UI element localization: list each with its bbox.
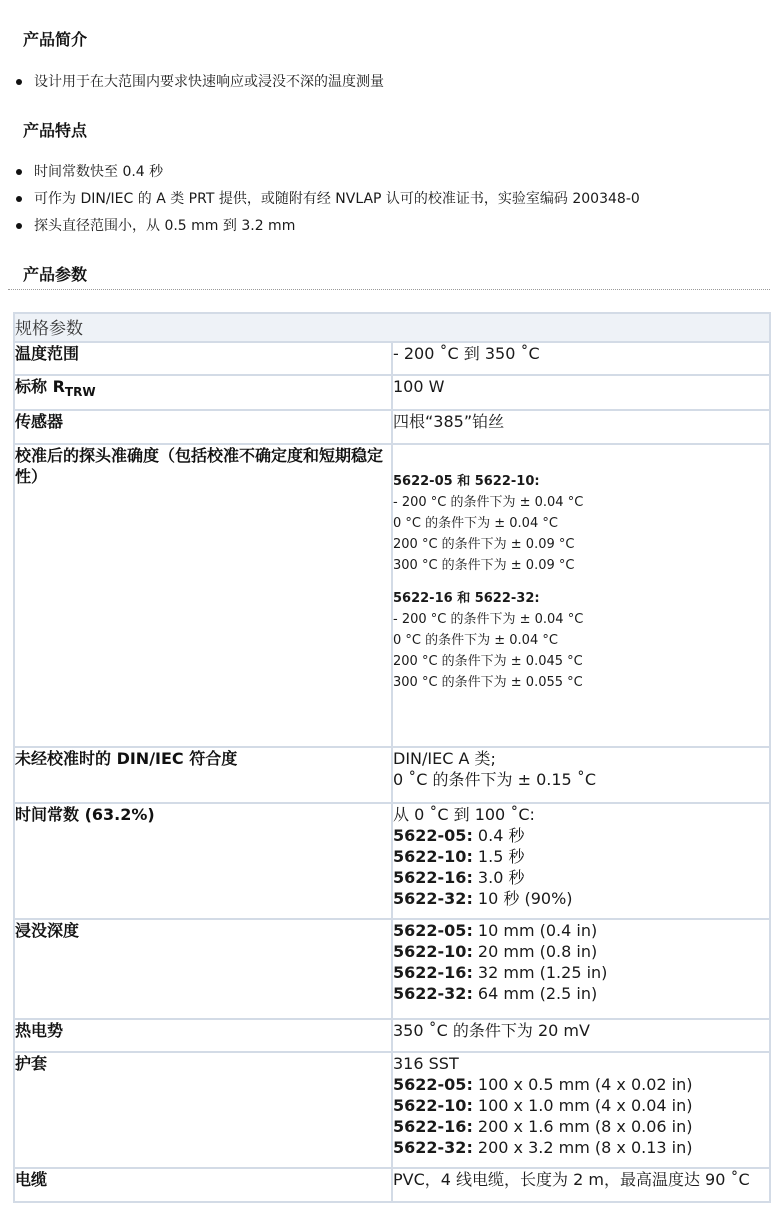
row-value (392, 1052, 770, 1168)
table-row (14, 1168, 770, 1202)
model-label: 5622-10: (393, 1096, 473, 1115)
row-label: 热电势 (14, 1019, 392, 1052)
table-row (14, 1019, 770, 1052)
section-title-intro: 产品简介 (23, 30, 88, 49)
value-line: 316 SST (393, 1054, 459, 1073)
group-title: 5622-16 和 5622-32: (393, 591, 540, 606)
model-label: 5622-10: (393, 847, 473, 866)
value-line (393, 920, 769, 941)
table-row (14, 410, 770, 444)
table-header: 规格参数 (14, 313, 770, 342)
model-label: 5622-05: (393, 921, 473, 940)
list-item: - 200 °C 的条件下为 ± 0.04 °C (393, 612, 584, 627)
spec-table (13, 312, 771, 1203)
model-value: 3.0 秒 (472, 868, 525, 887)
intro-list (14, 72, 384, 99)
table-row (14, 342, 770, 375)
model-label: 5622-10: (393, 942, 473, 961)
model-label: 5622-32: (393, 889, 473, 908)
value-line (393, 888, 769, 909)
model-label: 5622-16: (393, 868, 473, 887)
table-row (14, 1052, 770, 1168)
model-label: 5622-05: (393, 826, 473, 845)
list-item: 300 °C 的条件下为 ± 0.09 °C (393, 558, 575, 573)
row-label: 传感器 (14, 410, 392, 444)
label-subscript: TRW (64, 385, 96, 399)
section-title-features: 产品特点 (23, 121, 88, 140)
value-line (393, 983, 769, 1004)
row-label (14, 375, 392, 410)
value-line (393, 1095, 769, 1116)
row-label: 电缆 (14, 1168, 392, 1202)
list-item: 时间常数快至 0.4 秒 (14, 162, 640, 189)
model-value: 10 mm (0.4 in) (472, 921, 598, 940)
value-line: 0 ˚C 的条件下为 ± 0.15 ˚C (393, 770, 596, 789)
row-label: 校准后的探头准确度（包括校准不确定度和短期稳定性） (14, 444, 392, 747)
table-row (14, 375, 770, 410)
group-title: 5622-05 和 5622-10: (393, 474, 540, 489)
value-line (393, 1074, 769, 1095)
row-label: 时间常数 (63.2%) (14, 803, 392, 919)
row-value: 350 ˚C 的条件下为 20 mV (392, 1019, 770, 1052)
row-value: 100 W (392, 375, 770, 410)
table-row (14, 803, 770, 919)
row-value (392, 919, 770, 1019)
row-label: 护套 (14, 1052, 392, 1168)
features-list (14, 162, 640, 243)
row-value (392, 803, 770, 919)
value-line (393, 867, 769, 888)
model-value: 10 秒 (90%) (472, 889, 573, 908)
value-line: 从 0 ˚C 到 100 ˚C: (393, 805, 535, 824)
row-value: PVC，4 线电缆，长度为 2 m，最高温度达 90 ˚C (392, 1168, 770, 1202)
value-line (393, 1137, 769, 1158)
table-row (14, 444, 770, 747)
list-item: 200 °C 的条件下为 ± 0.09 °C (393, 537, 575, 552)
row-value: - 200 ˚C 到 350 ˚C (392, 342, 770, 375)
value-line: DIN/IEC A 类; (393, 749, 496, 768)
row-value: 四根“385”铂丝 (392, 410, 770, 444)
row-label: 未经校准时的 DIN/IEC 符合度 (14, 747, 392, 803)
row-value (392, 444, 770, 747)
model-value: 100 x 0.5 mm (4 x 0.02 in) (472, 1075, 693, 1094)
list-item: 可作为 DIN/IEC 的 A 类 PRT 提供，或随附有经 NVLAP 认可的校准证书，实验室编码 200348-0 (14, 189, 640, 216)
model-label: 5622-32: (393, 984, 473, 1003)
model-value: 0.4 秒 (472, 826, 525, 845)
list-item: 300 °C 的条件下为 ± 0.055 °C (393, 675, 583, 690)
list-item: - 200 °C 的条件下为 ± 0.04 °C (393, 495, 584, 510)
model-value: 64 mm (2.5 in) (472, 984, 598, 1003)
value-line (393, 1116, 769, 1137)
list-item: 0 °C 的条件下为 ± 0.04 °C (393, 633, 558, 648)
model-value: 200 x 3.2 mm (8 x 0.13 in) (472, 1138, 693, 1157)
table-row (14, 919, 770, 1019)
list-item: 200 °C 的条件下为 ± 0.045 °C (393, 654, 583, 669)
value-line (393, 846, 769, 867)
model-value: 1.5 秒 (472, 847, 525, 866)
row-value (392, 747, 770, 803)
model-value: 20 mm (0.8 in) (472, 942, 598, 961)
section-title-params: 产品参数 (23, 265, 88, 284)
model-label: 5622-16: (393, 1117, 473, 1136)
model-value: 32 mm (1.25 in) (472, 963, 608, 982)
value-line (393, 962, 769, 983)
model-value: 200 x 1.6 mm (8 x 0.06 in) (472, 1117, 693, 1136)
list-item: 0 °C 的条件下为 ± 0.04 °C (393, 516, 558, 531)
label-text: 标称 R (15, 377, 65, 396)
value-line (393, 941, 769, 962)
table-header-row (14, 313, 770, 342)
model-label: 5622-32: (393, 1138, 473, 1157)
model-label: 5622-16: (393, 963, 473, 982)
model-label: 5622-05: (393, 1075, 473, 1094)
spacer (393, 576, 769, 588)
row-label: 温度范围 (14, 342, 392, 375)
list-item: 设计用于在大范围内要求快速响应或浸没不深的温度测量 (14, 72, 384, 99)
model-value: 100 x 1.0 mm (4 x 0.04 in) (472, 1096, 693, 1115)
list-item: 探头直径范围小，从 0.5 mm 到 3.2 mm (14, 216, 640, 243)
row-label: 浸没深度 (14, 919, 392, 1019)
divider (8, 289, 770, 290)
table-row (14, 747, 770, 803)
value-line (393, 825, 769, 846)
